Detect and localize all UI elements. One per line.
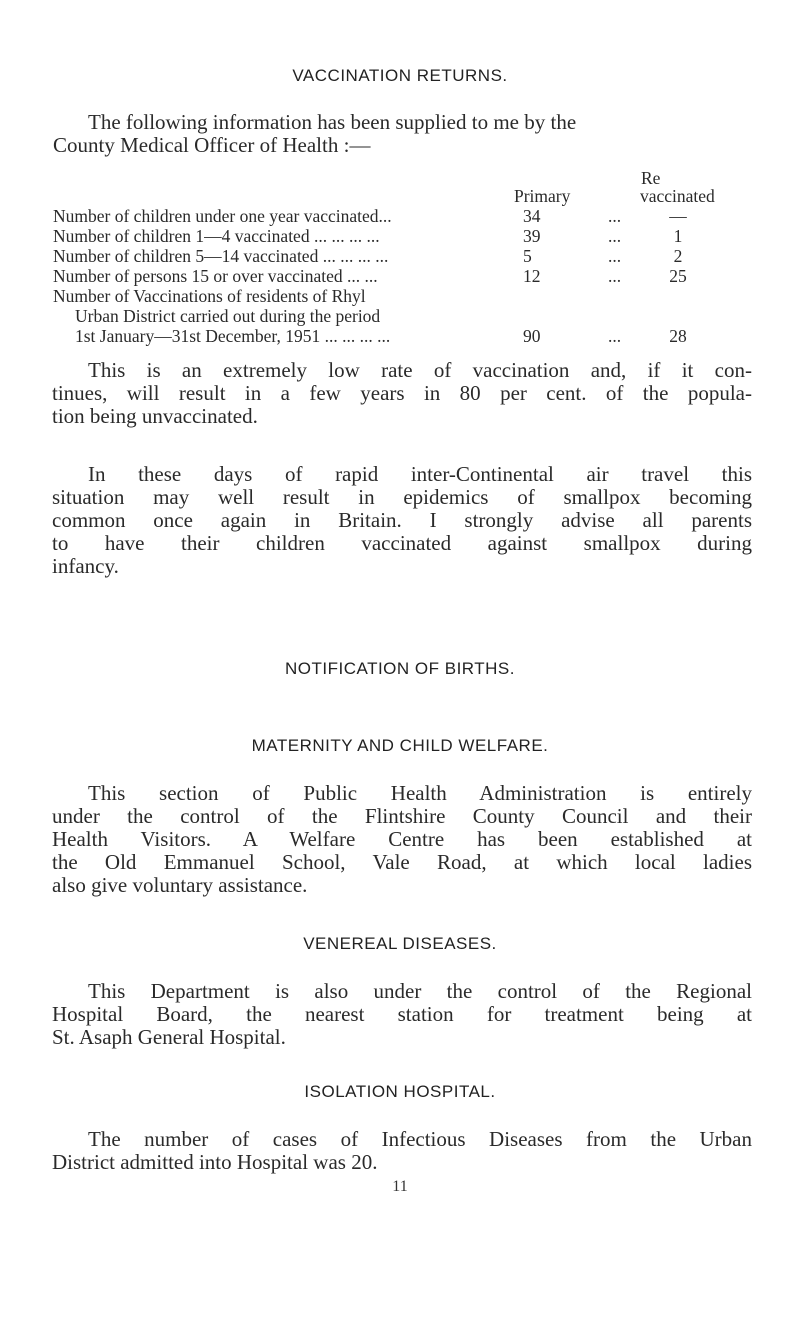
row-revaccinated: — [669,206,687,226]
row-revaccinated: 28 [669,326,687,346]
row-label: 1st January—31st December, 1951 ... ... ... ... [75,326,391,346]
isolation-paragraph [52,1128,752,1174]
para2-line-5: infancy. [52,554,119,578]
births-heading: NOTIFICATION OF BIRTHS. [285,659,515,678]
intro-line-1: The following information has been supplied to me by the [88,110,577,134]
row-label: Urban District carried out during the period [75,306,381,326]
col-header-primary: Primary [514,186,571,206]
row-primary: 34 [523,206,541,226]
row-revaccinated: 1 [673,226,683,246]
col-header-vaccinated: vaccinated [640,186,715,206]
para2-line-3: common once again in Britain. I strongly advise all parents [52,508,752,532]
maternity-line-3: Health Visitors. A Welfare Centre has been established at [52,827,752,851]
row-primary: 12 [523,266,541,286]
venereal-heading: VENEREAL DISEASES. [303,934,497,953]
row-revaccinated: 25 [669,266,687,286]
row-label: Number of Vaccinations of residents of Rhyl [53,286,366,306]
row-primary: 90 [523,326,541,346]
para2-line-2: situation may well result in epidemics of smallpox becoming [52,485,752,509]
low-rate-paragraph [52,359,752,428]
venereal-line-2: Hospital Board, the nearest station for treatment being at [52,1002,752,1026]
venereal-line-1: This Department is also under the control of the Regional [88,979,752,1003]
isolation-line-1: The number of cases of Infectious Diseases from the Urban [88,1127,752,1151]
maternity-line-2: under the control of the Flintshire County Council and their [52,804,752,828]
row-label: Number of persons 15 or over vaccinated ... ... [53,266,378,286]
isolation-line-2: District admitted into Hospital was 20. [52,1150,378,1174]
para1-line-2: tinues, will result in a few years in 80 per cent. of the popula- [52,381,752,405]
page-number: 11 [392,1178,408,1195]
row-leader: ... [608,246,622,266]
vaccination-heading: VACCINATION RETURNS. [292,66,508,85]
row-leader: ... [608,266,622,286]
col-header-re: Re [641,168,661,188]
row-label: Number of children 5—14 vaccinated ... ... ... ... [53,246,389,266]
row-leader: ... [608,226,622,246]
row-leader: ... [608,326,622,346]
maternity-paragraph [52,782,752,897]
row-leader: ... [608,206,622,226]
para2-line-4: to have their children vaccinated against smallpox during [52,531,752,555]
air-travel-paragraph [52,463,752,578]
para1-line-1: This is an extremely low rate of vaccination and, if it con- [88,358,752,382]
row-revaccinated: 2 [673,246,683,266]
para2-line-1: In these days of rapid inter-Continental air travel this [88,462,752,486]
isolation-heading: ISOLATION HOSPITAL. [304,1082,496,1101]
para1-line-3: tion being unvaccinated. [52,404,258,428]
maternity-line-1: This section of Public Health Administration is entirely [88,781,752,805]
row-label: Number of children under one year vaccinated... [53,206,392,226]
maternity-line-5: also give voluntary assistance. [52,873,308,897]
intro-line-2: County Medical Officer of Health :— [53,133,371,157]
venereal-line-3: St. Asaph General Hospital. [52,1025,286,1049]
row-primary: 39 [523,226,541,246]
row-primary: 5 [523,246,532,266]
maternity-line-4: the Old Emmanuel School, Vale Road, at which local ladies [52,850,752,874]
maternity-heading: MATERNITY AND CHILD WELFARE. [251,736,549,755]
venereal-paragraph [52,980,752,1049]
row-label: Number of children 1—4 vaccinated ... ... ... ... [53,226,380,246]
vaccination-intro [53,110,577,157]
